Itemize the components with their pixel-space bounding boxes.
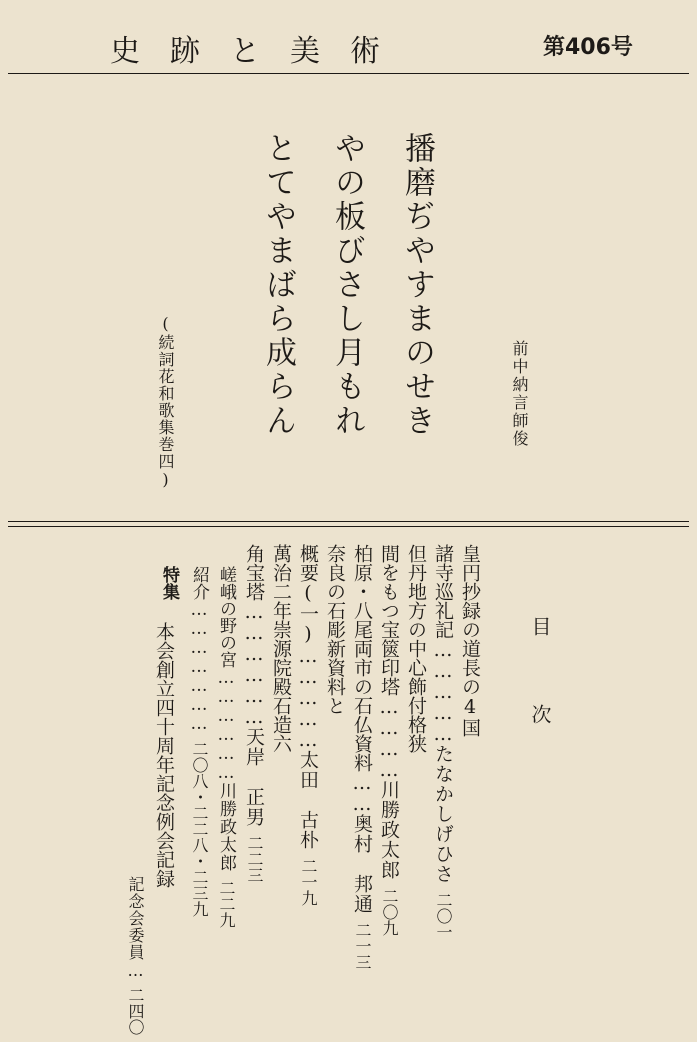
poem-author: 前中納言師俊 [510,340,529,448]
toc-entry [458,544,481,737]
header-rule [8,73,689,74]
toc-title: 角宝塔 [243,544,265,601]
toc-entry [152,622,175,888]
poem-line-1: 播磨ぢやすまのせき [399,132,435,438]
toc-title: 奈良の石彫新資料と [324,544,346,715]
toc-page: 二〇八・二二八・二三九 [190,741,209,917]
toc-entry [214,566,238,928]
toc-page: 二〇一 [434,892,453,940]
toc-page: 二〇九 [380,888,399,936]
toc-entry [242,544,266,883]
toc-entry [377,544,401,936]
journal-title: 史跡と美術 [110,34,410,69]
toc-author: 川勝政太郎 [378,780,400,880]
toc-title: 但丹地方の中心飾付格狭 [405,544,427,753]
toc-author: 天岸 正男 [243,727,265,827]
toc-entry [323,544,346,715]
toc-title: 間をもつ宝篋印塔 [378,544,400,696]
toc-title: 紹介 [189,566,209,600]
toc-entry [269,544,292,753]
divider-rule-bottom [8,526,689,527]
toc-page: 二一九 [299,858,318,906]
toc-leader: …………… [297,645,319,750]
toc-entry [431,544,455,940]
toc-author: 川勝政太郎 [216,782,236,872]
poem-line-3: とてやまばら成らん [260,132,296,438]
toc-leader: ……………… [243,601,265,727]
divider-rule-top [8,521,689,522]
toc-author: 記念会委員… [126,876,145,981]
toc-heading: 目次 [528,616,552,792]
toc-leader: …… [351,772,373,814]
poem-line-2: やの板びさし月もれ [329,132,365,438]
toc-entry [350,544,374,970]
toc-title: 概要(一) [297,544,319,645]
toc-title: 皇円抄録の道長の4国 [459,544,481,737]
toc-title: 諸寺巡礼記 [432,544,454,639]
toc-leader: …………… [432,639,454,744]
toc-title: 柏原・八尾両市の石仏資料 [351,544,373,772]
toc-author: 奥村 邦通 [351,814,373,914]
toc-section-label: 特集 [159,566,179,600]
toc-entry [187,566,211,917]
toc-page: 二二三 [245,835,264,883]
toc-page: 二一三 [353,922,372,970]
toc-entry [124,876,147,1035]
toc-entry [296,544,320,906]
toc-author: 太田 古朴 [297,750,319,850]
toc-leader: ………… [378,696,400,780]
toc-entry [404,544,427,753]
toc-title: 本会創立四十周年記念例会記録 [153,622,175,888]
issue-number: 第406号 [543,35,633,60]
toc-leader: ………………… [189,600,209,733]
toc-author: たなかしげひさ [432,744,454,884]
toc-title: 萬治二年崇源院殿石造六 [270,544,292,753]
toc-page: 二四〇 [126,987,145,1035]
toc-leader: ……………… [216,668,236,782]
toc-title: 嵯峨の野の宮 [216,566,236,668]
poem-source: (続詞花和歌集巻四) [156,314,175,490]
toc-page: 二二九 [217,880,236,928]
